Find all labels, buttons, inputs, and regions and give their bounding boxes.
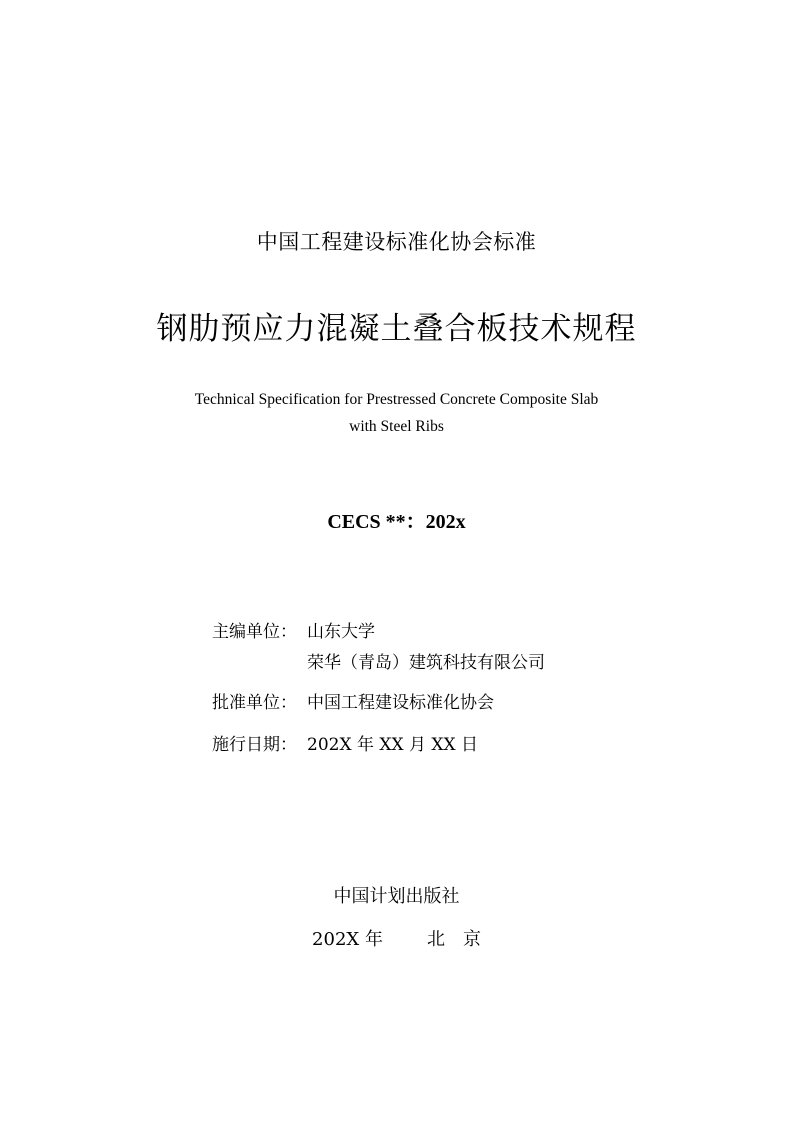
editor-row [212, 620, 375, 644]
editor-row-2 [212, 651, 545, 675]
effective-date-row [212, 733, 478, 757]
publication-year: 202X 年 [312, 929, 383, 950]
publication-line [0, 925, 793, 951]
english-title-line-1: Technical Specification for Prestressed Concrete Composite Slab [194, 391, 599, 408]
editor-unit-1: 山东大学 [307, 622, 375, 642]
effective-date-value: 202X 年 XX 月 XX 日 [307, 735, 478, 755]
approver-unit: 中国工程建设标准化协会 [307, 693, 494, 713]
approver-row [212, 691, 494, 715]
approver-label: 批准单位： [212, 693, 297, 713]
publisher-name: 中国计划出版社 [333, 886, 460, 907]
publication-city: 北 京 [426, 929, 481, 950]
editor-unit-2: 荣华（青岛）建筑科技有限公司 [307, 653, 545, 673]
standard-code: CECS **：202x [327, 511, 466, 533]
organization-standard-heading: 中国工程建设标准化协会标准 [256, 230, 537, 254]
editor-label: 主编单位： [212, 622, 297, 642]
english-title-line-2: with Steel Ribs [349, 418, 444, 435]
document-title: 钢肋预应力混凝土叠合板技术规程 [156, 311, 637, 347]
effective-date-label: 施行日期： [212, 735, 297, 755]
